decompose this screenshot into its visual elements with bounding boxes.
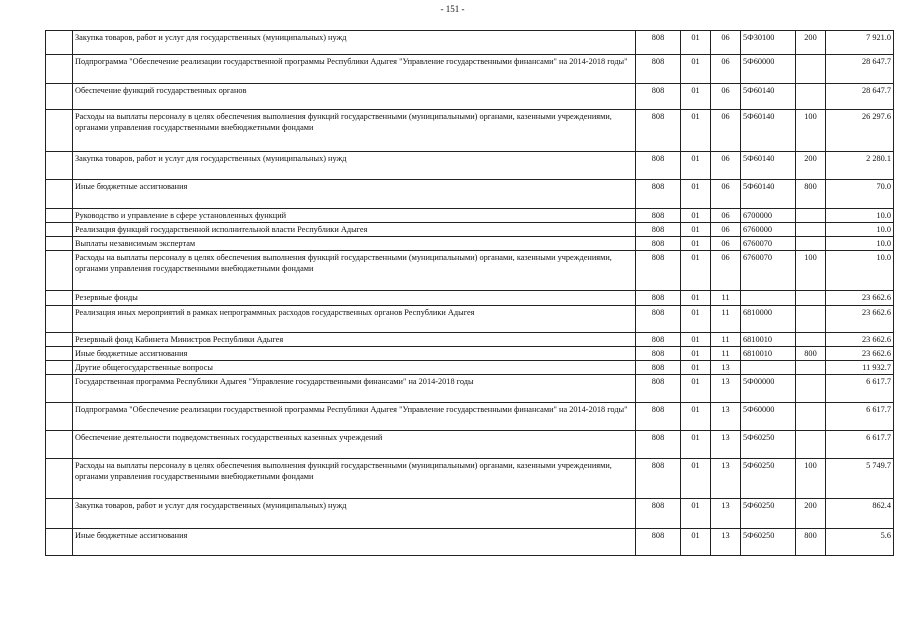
row-blank-cell — [46, 209, 73, 223]
section-code-cell: 01 — [681, 361, 711, 375]
section-code-cell: 01 — [681, 152, 711, 180]
row-blank-cell — [46, 291, 73, 306]
subsection-code-cell: 06 — [711, 110, 741, 152]
department-code-cell: 808 — [636, 403, 681, 431]
department-code-cell: 808 — [636, 291, 681, 306]
amount-cell: 23 662.6 — [826, 306, 894, 333]
department-code-cell: 808 — [636, 110, 681, 152]
section-code-cell: 01 — [681, 403, 711, 431]
expense-type-cell: 100 — [796, 251, 826, 291]
subsection-code-cell: 06 — [711, 237, 741, 251]
section-code-cell: 01 — [681, 237, 711, 251]
target-article-cell: 6760070 — [741, 251, 796, 291]
row-blank-cell — [46, 84, 73, 110]
department-code-cell: 808 — [636, 55, 681, 84]
row-blank-cell — [46, 361, 73, 375]
target-article-cell: 5Ф60140 — [741, 180, 796, 209]
row-blank-cell — [46, 306, 73, 333]
section-code-cell: 01 — [681, 347, 711, 361]
section-code-cell: 01 — [681, 31, 711, 55]
target-article-cell: 6810010 — [741, 333, 796, 347]
department-code-cell: 808 — [636, 375, 681, 403]
table-row — [46, 110, 894, 152]
row-blank-cell — [46, 499, 73, 529]
expense-name-cell: Резервный фонд Кабинета Министров Республики Адыгея — [73, 333, 636, 347]
expense-name-cell: Закупка товаров, работ и услуг для государственных (муниципальных) нужд — [73, 152, 636, 180]
table-row — [46, 180, 894, 209]
row-blank-cell — [46, 333, 73, 347]
target-article-cell: 6760070 — [741, 237, 796, 251]
amount-cell: 28 647.7 — [826, 84, 894, 110]
target-article-cell: 5Ф60000 — [741, 403, 796, 431]
row-blank-cell — [46, 347, 73, 361]
amount-cell: 11 932.7 — [826, 361, 894, 375]
department-code-cell: 808 — [636, 209, 681, 223]
subsection-code-cell: 11 — [711, 291, 741, 306]
expense-type-cell: 800 — [796, 529, 826, 556]
expense-type-cell: 800 — [796, 180, 826, 209]
expense-type-cell: 200 — [796, 152, 826, 180]
amount-cell: 7 921.0 — [826, 31, 894, 55]
expense-type-cell: 100 — [796, 459, 826, 499]
amount-cell: 6 617.7 — [826, 403, 894, 431]
subsection-code-cell: 06 — [711, 55, 741, 84]
section-code-cell: 01 — [681, 251, 711, 291]
expense-type-cell — [796, 431, 826, 459]
expense-type-cell: 100 — [796, 110, 826, 152]
section-code-cell: 01 — [681, 110, 711, 152]
amount-cell: 28 647.7 — [826, 55, 894, 84]
target-article-cell: 5Ф60140 — [741, 152, 796, 180]
expense-name-cell: Расходы на выплаты персоналу в целях обеспечения выполнения функций государственными (муниципальными) органами, казенными учреждениями, органами управления государственными внебюджетными фондами — [73, 459, 636, 499]
target-article-cell: 5Ф00000 — [741, 375, 796, 403]
expense-name-cell: Закупка товаров, работ и услуг для государственных (муниципальных) нужд — [73, 499, 636, 529]
amount-cell: 10.0 — [826, 209, 894, 223]
subsection-code-cell: 13 — [711, 403, 741, 431]
department-code-cell: 808 — [636, 152, 681, 180]
table-row — [46, 291, 894, 306]
expense-name-cell: Реализация функций государственной исполнительной власти Республики Адыгея — [73, 223, 636, 237]
amount-cell: 862.4 — [826, 499, 894, 529]
target-article-cell: 6810000 — [741, 306, 796, 333]
expense-name-cell: Иные бюджетные ассигнования — [73, 529, 636, 556]
amount-cell: 23 662.6 — [826, 291, 894, 306]
amount-cell: 10.0 — [826, 251, 894, 291]
expense-type-cell: 200 — [796, 499, 826, 529]
table-row — [46, 306, 894, 333]
subsection-code-cell: 13 — [711, 529, 741, 556]
page-number: - 151 - — [440, 4, 465, 14]
expense-type-cell — [796, 306, 826, 333]
row-blank-cell — [46, 459, 73, 499]
table-row — [46, 84, 894, 110]
department-code-cell: 808 — [636, 237, 681, 251]
expense-type-cell: 200 — [796, 31, 826, 55]
subsection-code-cell: 06 — [711, 223, 741, 237]
department-code-cell: 808 — [636, 306, 681, 333]
subsection-code-cell: 11 — [711, 306, 741, 333]
row-blank-cell — [46, 223, 73, 237]
target-article-cell: 6810010 — [741, 347, 796, 361]
section-code-cell: 01 — [681, 55, 711, 84]
table-row — [46, 459, 894, 499]
expense-name-cell: Иные бюджетные ассигнования — [73, 180, 636, 209]
table-row — [46, 403, 894, 431]
row-blank-cell — [46, 529, 73, 556]
expense-type-cell — [796, 209, 826, 223]
row-blank-cell — [46, 251, 73, 291]
table-row — [46, 152, 894, 180]
section-code-cell: 01 — [681, 529, 711, 556]
budget-table-body — [46, 31, 894, 556]
subsection-code-cell: 06 — [711, 31, 741, 55]
expense-type-cell — [796, 375, 826, 403]
expense-name-cell: Подпрограмма "Обеспечение реализации государственной программы Республики Адыгея "Управление государственными финансами" на 2014-2018 годы" — [73, 403, 636, 431]
department-code-cell: 808 — [636, 529, 681, 556]
department-code-cell: 808 — [636, 499, 681, 529]
expense-name-cell: Обеспечение функций государственных органов — [73, 84, 636, 110]
section-code-cell: 01 — [681, 333, 711, 347]
subsection-code-cell: 11 — [711, 347, 741, 361]
amount-cell: 70.0 — [826, 180, 894, 209]
department-code-cell: 808 — [636, 361, 681, 375]
amount-cell: 6 617.7 — [826, 375, 894, 403]
table-row — [46, 431, 894, 459]
section-code-cell: 01 — [681, 209, 711, 223]
expense-type-cell — [796, 291, 826, 306]
department-code-cell: 808 — [636, 459, 681, 499]
target-article-cell: 6700000 — [741, 209, 796, 223]
subsection-code-cell: 13 — [711, 459, 741, 499]
row-blank-cell — [46, 237, 73, 251]
expense-name-cell: Подпрограмма "Обеспечение реализации государственной программы Республики Адыгея "Управление государственными финансами" на 2014-2018 годы" — [73, 55, 636, 84]
expense-type-cell — [796, 333, 826, 347]
row-blank-cell — [46, 110, 73, 152]
subsection-code-cell: 13 — [711, 375, 741, 403]
section-code-cell: 01 — [681, 84, 711, 110]
section-code-cell: 01 — [681, 459, 711, 499]
row-blank-cell — [46, 180, 73, 209]
amount-cell: 5 749.7 — [826, 459, 894, 499]
table-row — [46, 529, 894, 556]
row-blank-cell — [46, 375, 73, 403]
department-code-cell: 808 — [636, 347, 681, 361]
target-article-cell: 5Ф60250 — [741, 459, 796, 499]
target-article-cell: 5Ф60140 — [741, 110, 796, 152]
expense-type-cell — [796, 361, 826, 375]
expense-name-cell: Реализация иных мероприятий в рамках непрограммных расходов государственных органов Республики Адыгея — [73, 306, 636, 333]
table-row — [46, 55, 894, 84]
row-blank-cell — [46, 431, 73, 459]
expense-name-cell: Расходы на выплаты персоналу в целях обеспечения выполнения функций государственными (муниципальными) органами, казенными учреждениями, органами управления государственными внебюджетными фондами — [73, 110, 636, 152]
section-code-cell: 01 — [681, 431, 711, 459]
expense-name-cell: Другие общегосударственные вопросы — [73, 361, 636, 375]
expense-name-cell: Резервные фонды — [73, 291, 636, 306]
subsection-code-cell: 13 — [711, 499, 741, 529]
subsection-code-cell: 13 — [711, 431, 741, 459]
amount-cell: 6 617.7 — [826, 431, 894, 459]
subsection-code-cell: 11 — [711, 333, 741, 347]
amount-cell: 10.0 — [826, 237, 894, 251]
amount-cell: 5.6 — [826, 529, 894, 556]
table-row — [46, 31, 894, 55]
table-row — [46, 347, 894, 361]
target-article-cell — [741, 291, 796, 306]
department-code-cell: 808 — [636, 251, 681, 291]
section-code-cell: 01 — [681, 291, 711, 306]
row-blank-cell — [46, 403, 73, 431]
subsection-code-cell: 06 — [711, 180, 741, 209]
subsection-code-cell: 06 — [711, 209, 741, 223]
section-code-cell: 01 — [681, 306, 711, 333]
table-row — [46, 361, 894, 375]
subsection-code-cell: 06 — [711, 251, 741, 291]
subsection-code-cell: 06 — [711, 84, 741, 110]
section-code-cell: 01 — [681, 499, 711, 529]
table-row — [46, 375, 894, 403]
target-article-cell: 5Ф60140 — [741, 84, 796, 110]
budget-table — [45, 30, 894, 556]
department-code-cell: 808 — [636, 431, 681, 459]
target-article-cell: 5Ф60000 — [741, 55, 796, 84]
subsection-code-cell: 13 — [711, 361, 741, 375]
expense-type-cell — [796, 84, 826, 110]
target-article-cell: 5Ф60250 — [741, 529, 796, 556]
target-article-cell: 5Ф30100 — [741, 31, 796, 55]
department-code-cell: 808 — [636, 333, 681, 347]
amount-cell: 2 280.1 — [826, 152, 894, 180]
expense-name-cell: Обеспечение деятельности подведомственных государственных казенных учреждений — [73, 431, 636, 459]
amount-cell: 23 662.6 — [826, 333, 894, 347]
table-row — [46, 237, 894, 251]
table-row — [46, 223, 894, 237]
department-code-cell: 808 — [636, 31, 681, 55]
section-code-cell: 01 — [681, 375, 711, 403]
department-code-cell: 808 — [636, 180, 681, 209]
expense-type-cell — [796, 237, 826, 251]
expense-name-cell: Руководство и управление в сфере установленных функций — [73, 209, 636, 223]
row-blank-cell — [46, 31, 73, 55]
amount-cell: 26 297.6 — [826, 110, 894, 152]
target-article-cell: 5Ф60250 — [741, 431, 796, 459]
subsection-code-cell: 06 — [711, 152, 741, 180]
target-article-cell: 6760000 — [741, 223, 796, 237]
expense-name-cell: Расходы на выплаты персоналу в целях обеспечения выполнения функций государственными (муниципальными) органами, казенными учреждениями, органами управления государственными внебюджетными фондами — [73, 251, 636, 291]
expense-name-cell: Выплаты независимым экспертам — [73, 237, 636, 251]
table-row — [46, 209, 894, 223]
table-row — [46, 251, 894, 291]
amount-cell: 10.0 — [826, 223, 894, 237]
target-article-cell: 5Ф60250 — [741, 499, 796, 529]
target-article-cell — [741, 361, 796, 375]
expense-type-cell — [796, 223, 826, 237]
row-blank-cell — [46, 55, 73, 84]
expense-type-cell — [796, 403, 826, 431]
table-row — [46, 333, 894, 347]
department-code-cell: 808 — [636, 223, 681, 237]
expense-name-cell: Иные бюджетные ассигнования — [73, 347, 636, 361]
amount-cell: 23 662.6 — [826, 347, 894, 361]
expense-type-cell — [796, 55, 826, 84]
table-row — [46, 499, 894, 529]
section-code-cell: 01 — [681, 223, 711, 237]
department-code-cell: 808 — [636, 84, 681, 110]
row-blank-cell — [46, 152, 73, 180]
expense-type-cell: 800 — [796, 347, 826, 361]
expense-name-cell: Государственная программа Республики Адыгея "Управление государственными финансами" на 2014-2018 годы — [73, 375, 636, 403]
expense-name-cell: Закупка товаров, работ и услуг для государственных (муниципальных) нужд — [73, 31, 636, 55]
section-code-cell: 01 — [681, 180, 711, 209]
